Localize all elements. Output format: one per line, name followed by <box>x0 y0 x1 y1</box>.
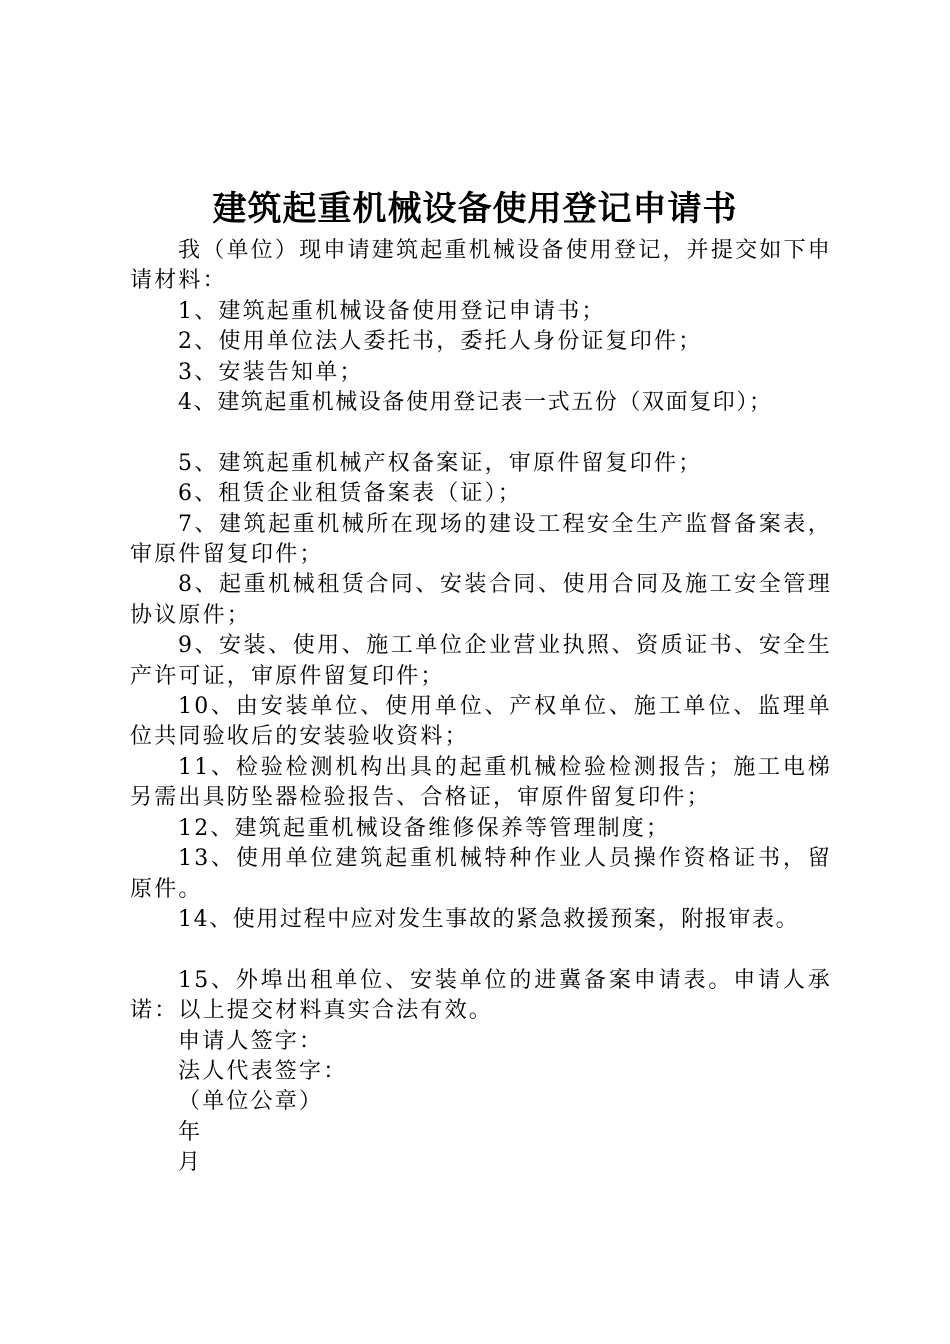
list-item: 1、建筑起重机械设备使用登记申请书； <box>178 298 606 324</box>
list-item: 15、外埠出租单位、安装单位的进冀备案申请表。申请人承诺：以上提交材料真实合法有效。 <box>130 967 832 1024</box>
list-item: 3、安装告知单； <box>178 359 364 385</box>
seal-label: （单位公章） <box>178 1089 324 1115</box>
applicant-signature-label: 申请人签字： <box>178 1028 324 1054</box>
list-item: 11、检验检测机构出具的起重机械检验检测报告；施工电梯另需出具防坠器检验报告、合格证，审原件留复印件； <box>130 754 832 811</box>
list-item: 5、建筑起重机械产权备案证，审原件留复印件； <box>178 450 703 476</box>
month-label: 月 <box>178 1150 203 1176</box>
spacer <box>130 418 832 448</box>
legal-rep-signature-label: 法人代表签字： <box>178 1058 348 1084</box>
year-label: 年 <box>178 1119 203 1145</box>
list-item: 2、使用单位法人委托书，委托人身份证复印件； <box>178 329 703 355</box>
document-body <box>130 236 832 1179</box>
list-item: 8、起重机械租赁合同、安装合同、使用合同及施工安全管理协议原件； <box>130 572 832 628</box>
list-item: 12、建筑起重机械设备维修保养等管理制度； <box>178 815 671 841</box>
intro-paragraph: 我（单位）现申请建筑起重机械设备使用登记，并提交如下申请材料： <box>130 238 832 294</box>
document-title: 建筑起重机械设备使用登记申请书 <box>212 189 738 229</box>
list-item: 10、由安装单位、使用单位、产权单位、施工单位、监理单位共同验收后的安装验收资料； <box>130 694 832 750</box>
list-item: 4、建筑起重机械设备使用登记表一式五份（双面复印）； <box>178 390 773 416</box>
list-item: 9、安装、使用、施工单位企业营业执照、资质证书、安全生产许可证，审原件留复印件； <box>130 633 832 689</box>
spacer <box>130 935 832 965</box>
list-item: 6、租赁企业租赁备案表（证）； <box>178 481 522 507</box>
list-item: 7、建筑起重机械所在现场的建设工程安全生产监督备案表，审原件留复印件； <box>130 511 832 568</box>
list-item: 13、使用单位建筑起重机械特种作业人员操作资格证书，留原件。 <box>130 846 832 902</box>
list-item: 14、使用过程中应对发生事故的紧急救援预案，附报审表。 <box>178 906 800 932</box>
